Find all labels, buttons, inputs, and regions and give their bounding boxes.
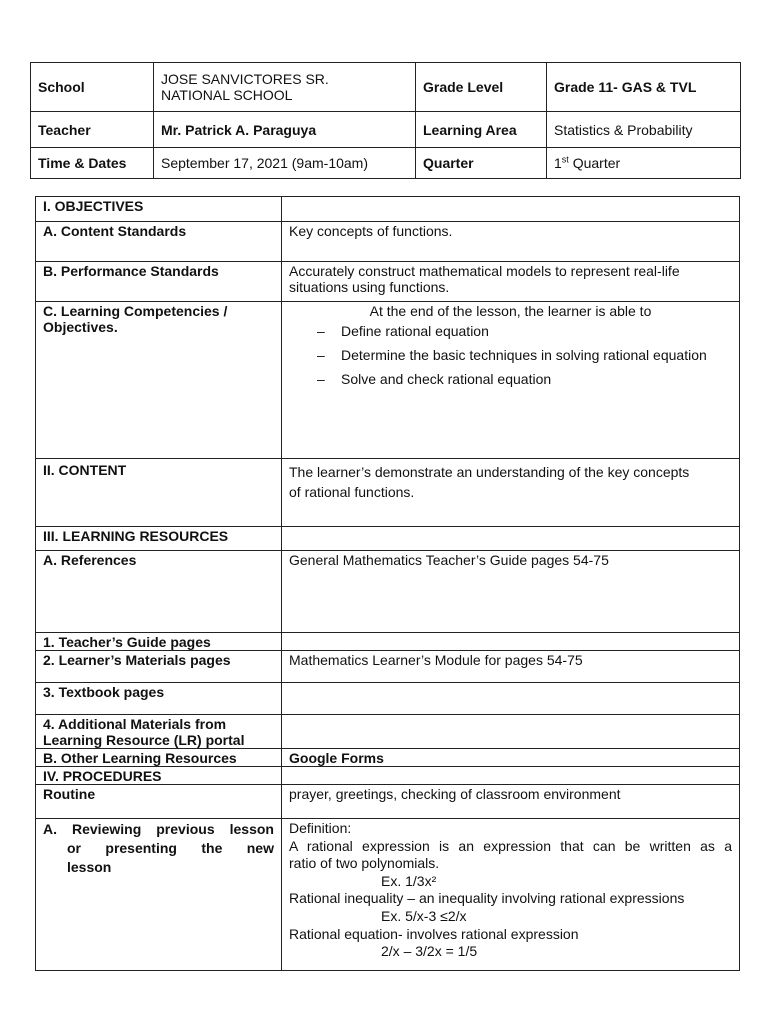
learning-resources-heading: III. LEARNING RESOURCES <box>36 527 282 551</box>
content-value <box>282 459 740 527</box>
review-definition: Definition: <box>289 820 352 836</box>
school-value-line1: JOSE SANVICTORES SR. <box>161 71 329 87</box>
routine-label: Routine <box>36 785 282 819</box>
content-line2: of rational functions. <box>289 484 415 500</box>
procedures-heading: IV. PROCEDURES <box>36 767 282 785</box>
competencies-row <box>36 302 740 459</box>
review-line2: ratio of two polynomials. <box>289 855 440 872</box>
review-label-line3: lesson <box>67 859 112 875</box>
review-line4: Rational equation- involves rational expression <box>289 925 579 942</box>
learning-resources-row <box>36 527 740 551</box>
performance-standards-value <box>282 262 740 302</box>
content-heading: II. CONTENT <box>36 459 282 527</box>
performance-line2: situations using functions. <box>289 279 450 295</box>
other-resources-row <box>36 749 740 767</box>
review-example3: 2/x – 3/2x = 1/5 <box>381 943 478 960</box>
content-standards-value: Key concepts of functions. <box>282 222 740 262</box>
competency-item: – Solve and check rational equation <box>317 367 732 391</box>
quarter-label: Quarter <box>416 148 547 179</box>
other-resources-value: Google Forms <box>282 749 740 767</box>
review-label-line1: A. Reviewing previous lesson <box>43 821 274 837</box>
competencies-label <box>36 302 282 459</box>
review-row <box>36 819 740 971</box>
quarter-text: Quarter <box>568 155 621 171</box>
time-dates-label: Time & Dates <box>31 148 154 179</box>
references-value: General Mathematics Teacher’s Guide pages 54-75 <box>282 551 740 633</box>
learners-materials-row <box>36 651 740 683</box>
quarter-number: 1 <box>554 155 562 171</box>
competencies-list <box>289 319 732 391</box>
review-value <box>282 819 740 971</box>
teachers-guide-row <box>36 633 740 651</box>
performance-line1: Accurately construct mathematical models to represent real-life <box>289 263 680 279</box>
teachers-guide-label: 1. Teacher’s Guide pages <box>36 633 282 651</box>
objectives-heading: I. OBJECTIVES <box>36 197 282 222</box>
grade-level-label: Grade Level <box>416 63 547 112</box>
additional-label-line1: 4. Additional Materials from <box>43 716 227 732</box>
quarter-value <box>547 148 741 179</box>
learning-area-value: Statistics & Probability <box>547 112 741 148</box>
routine-row <box>36 785 740 819</box>
content-line1: The learner’s demonstrate an understanding of the key concepts <box>289 464 690 480</box>
teacher-value: Mr. Patrick A. Paraguya <box>154 112 416 148</box>
objectives-row <box>36 197 740 222</box>
grade-level-value: Grade 11- GAS & TVL <box>547 63 741 112</box>
review-line3: Rational inequality – an inequality involving rational expressions <box>289 890 685 907</box>
competencies-label-line1: C. Learning Competencies / <box>43 303 228 319</box>
content-standards-row <box>36 222 740 262</box>
learning-area-label: Learning Area <box>416 112 547 148</box>
quarter-suffix: st <box>561 154 569 165</box>
additional-label-line2: Learning Resource (LR) portal <box>43 732 245 748</box>
performance-standards-row <box>36 262 740 302</box>
additional-materials-row <box>36 715 740 749</box>
school-value <box>154 63 416 112</box>
header-table <box>30 62 741 179</box>
references-label: A. References <box>36 551 282 633</box>
competency-item: – Define rational equation <box>317 319 732 343</box>
lesson-plan-table <box>35 196 740 971</box>
textbook-label: 3. Textbook pages <box>36 683 282 715</box>
competencies-label-line2: Objectives. <box>43 319 118 335</box>
routine-value: prayer, greetings, checking of classroom environment <box>282 785 740 819</box>
review-label <box>36 819 282 971</box>
additional-materials-label <box>36 715 282 749</box>
procedures-row <box>36 767 740 785</box>
learners-materials-value: Mathematics Learner’s Module for pages 54-75 <box>282 651 740 683</box>
competency-item: – Determine the basic techniques in solving rational equation <box>317 343 732 367</box>
competencies-intro: At the end of the lesson, the learner is able to <box>369 303 652 319</box>
learners-materials-label: 2. Learner’s Materials pages <box>36 651 282 683</box>
review-example2: Ex. 5/x-3 ≤2/x <box>381 907 467 924</box>
references-row <box>36 551 740 633</box>
teacher-label: Teacher <box>31 112 154 148</box>
review-label-line2: or presenting the new <box>67 840 274 856</box>
content-row <box>36 459 740 527</box>
content-standards-label: A. Content Standards <box>36 222 282 262</box>
performance-standards-label: B. Performance Standards <box>36 262 282 302</box>
time-dates-value: September 17, 2021 (9am-10am) <box>154 148 416 179</box>
review-line1: A rational expression is an expression that can be written as a <box>289 837 732 854</box>
other-resources-label: B. Other Learning Resources <box>36 749 282 767</box>
school-label: School <box>31 63 154 112</box>
textbook-row <box>36 683 740 715</box>
school-value-line2: NATIONAL SCHOOL <box>161 87 293 103</box>
competencies-value <box>282 302 740 459</box>
review-example1: Ex. 1/3x² <box>381 872 437 889</box>
